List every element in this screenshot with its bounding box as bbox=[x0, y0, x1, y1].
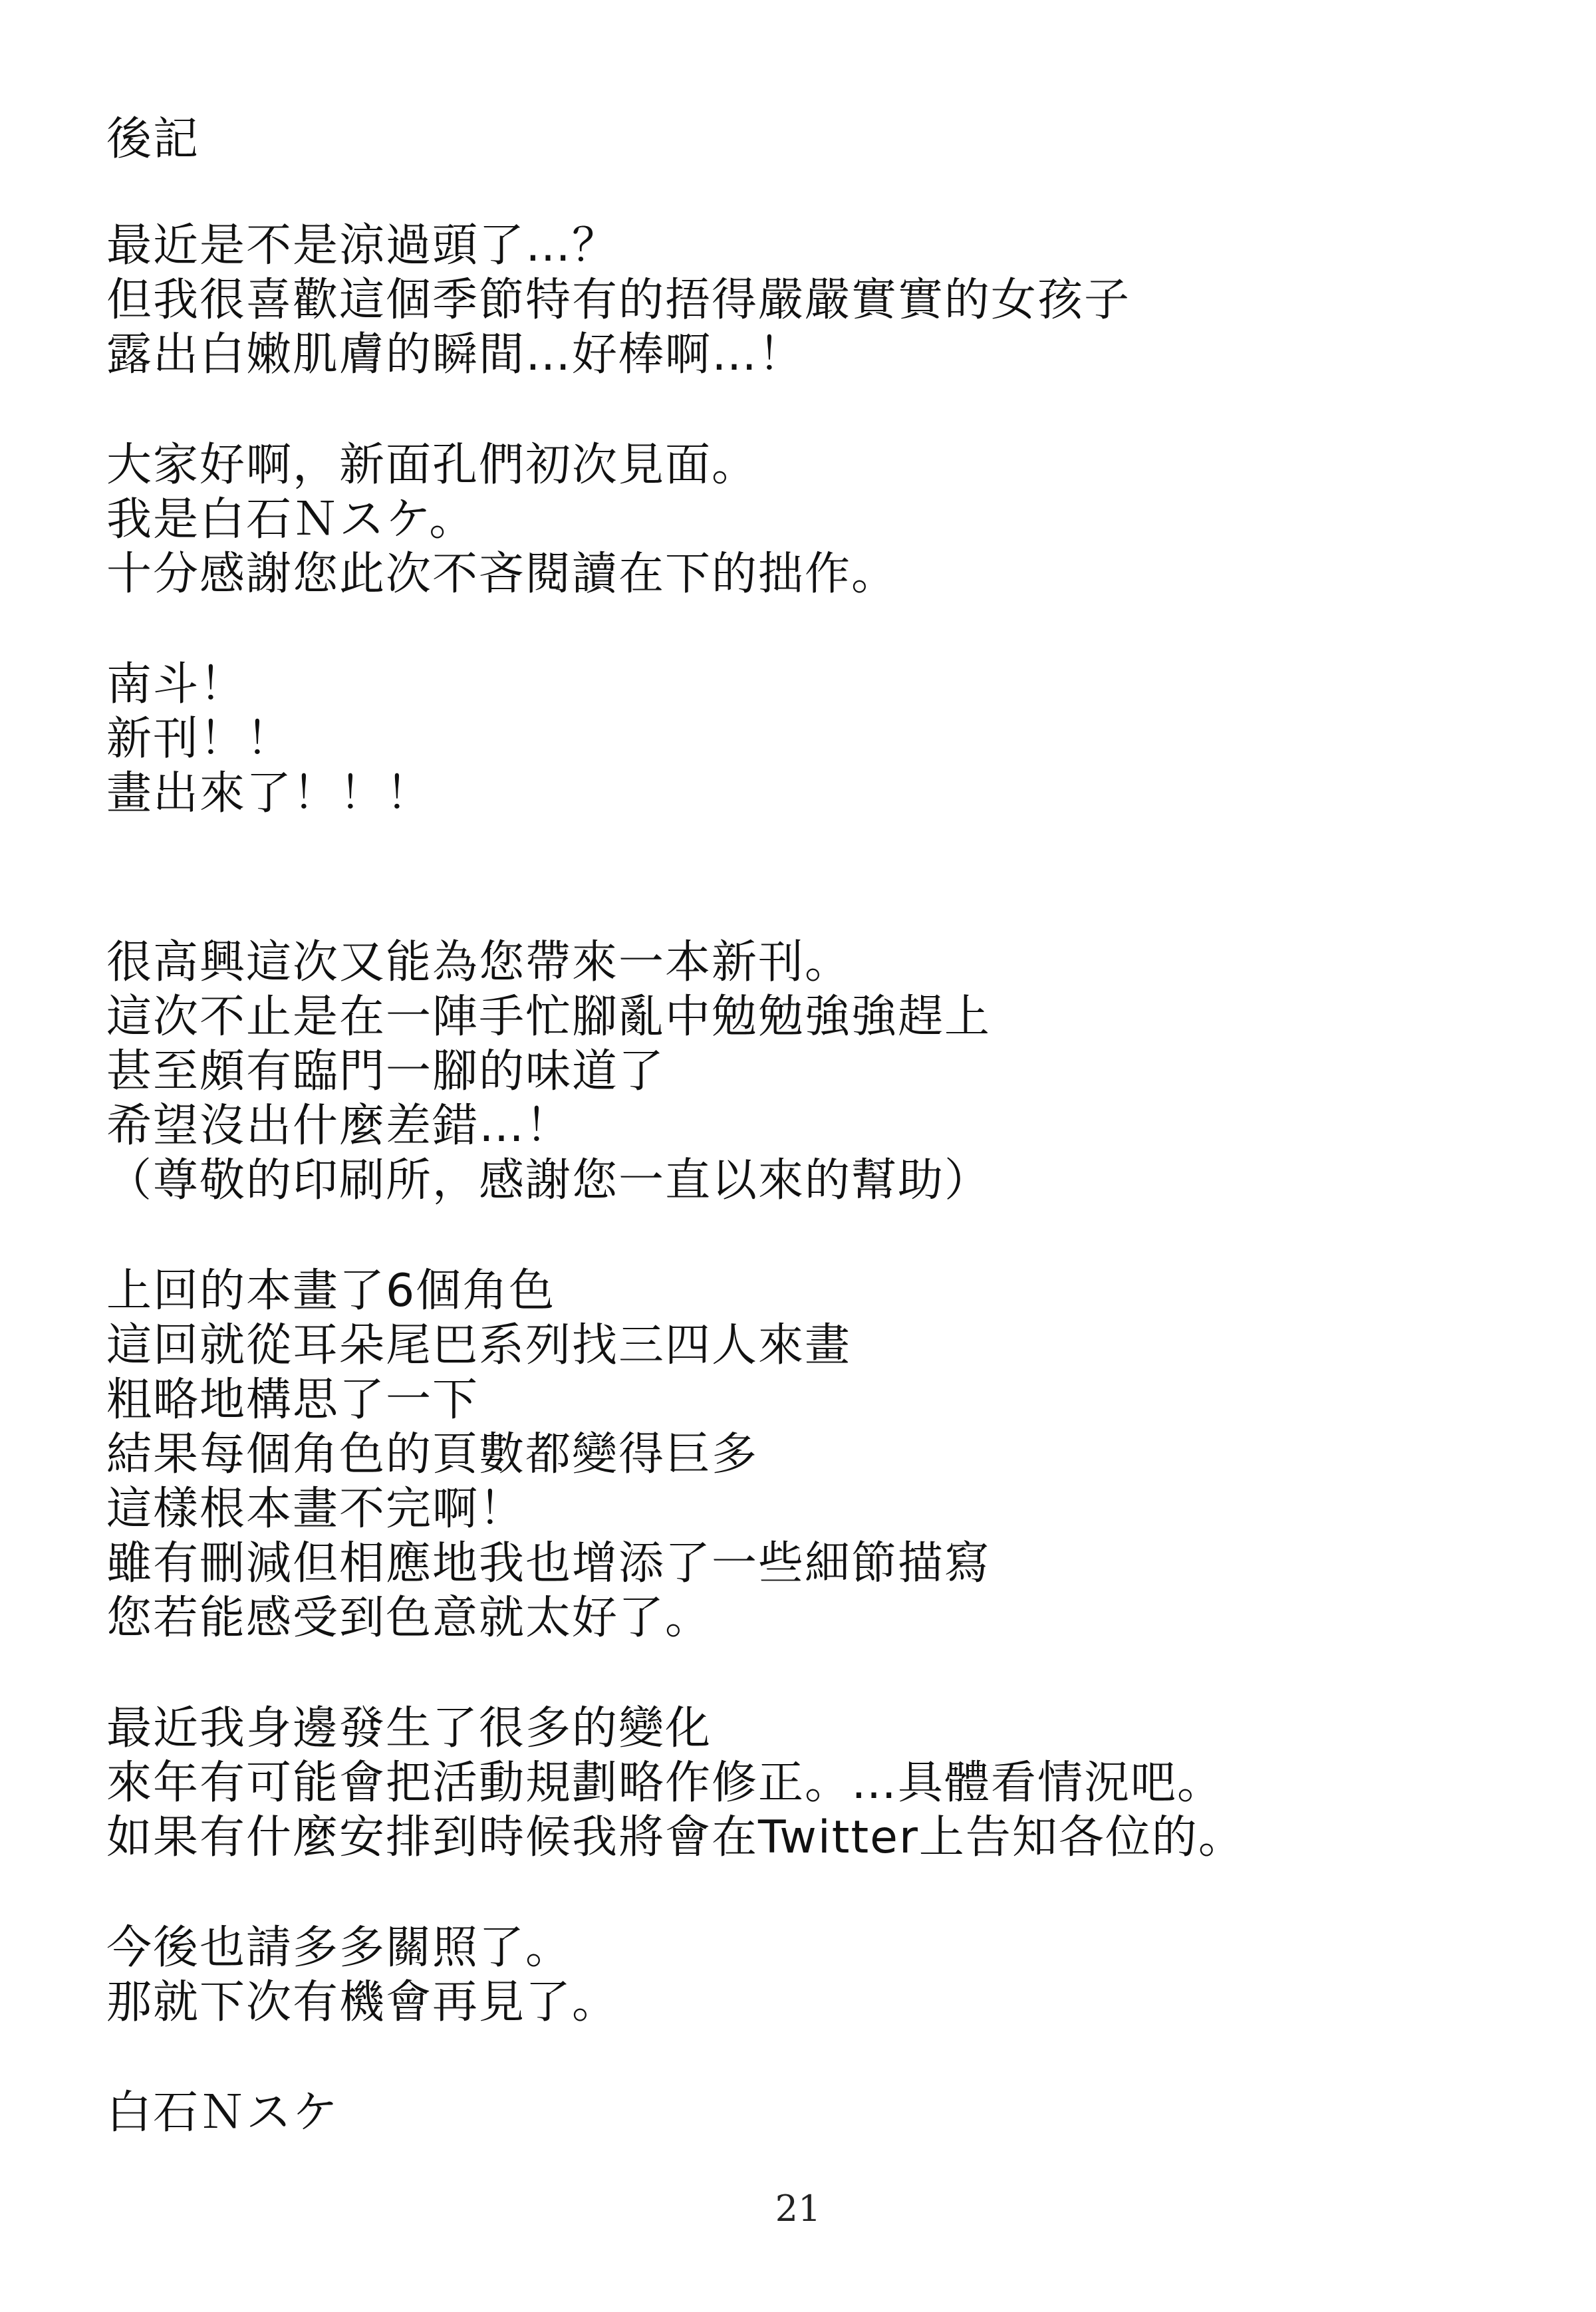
text-line: 甚至頗有臨門一腳的味道了 bbox=[106, 1045, 666, 1098]
text-line: 今後也請多多關照了。 bbox=[106, 1922, 573, 1974]
text-line: 露出白嫩肌膚的瞬間…好棒啊…！ bbox=[106, 328, 805, 381]
text-line: 那就下次有機會再見了。 bbox=[106, 1976, 619, 2029]
text-line: 最近是不是涼過頭了…？ bbox=[106, 219, 619, 272]
text-line: 如果有什麼安排到時候我將會在Twitter上告知各位的。 bbox=[106, 1811, 1245, 1864]
text-line: 雖有刪減但相應地我也增添了一些細節描寫 bbox=[106, 1537, 992, 1590]
text-line: 結果每個角色的頁數都變得巨多 bbox=[106, 1428, 759, 1481]
text-line: 希望沒出什麼差錯…！ bbox=[106, 1100, 573, 1152]
text-line: 最近我身邊發生了很多的變化 bbox=[106, 1702, 712, 1755]
text-line: 這次不止是在一陣手忙腳亂中勉勉強強趕上 bbox=[106, 991, 992, 1043]
text-line: 這回就從耳朵尾巴系列找三四人來畫 bbox=[106, 1319, 852, 1372]
text-line: 上回的本畫了6個角色 bbox=[106, 1265, 556, 1317]
text-line: 您若能感受到色意就太好了。 bbox=[106, 1592, 712, 1644]
text-line: 大家好啊，新面孔們初次見面。 bbox=[106, 439, 759, 491]
text-line: 但我很喜歡這個季節特有的捂得嚴嚴實實的女孩子 bbox=[106, 274, 1131, 326]
text-line: 粗略地構思了一下 bbox=[106, 1374, 479, 1426]
text-line: 這樣根本畫不完啊！ bbox=[106, 1483, 526, 1535]
text-line: （尊敬的印刷所，感謝您一直以來的幫助） bbox=[106, 1154, 992, 1207]
text-line: 南斗！ bbox=[106, 658, 247, 711]
text-line: 來年有可能會把活動規劃略作修正。…具體看情況吧。 bbox=[106, 1757, 1224, 1809]
author-signature: 白石Ｎスケ bbox=[106, 2087, 340, 2139]
text-line: 我是白石Ｎスケ。 bbox=[106, 493, 476, 546]
page-number: 21 bbox=[775, 2188, 821, 2230]
text-line: 新刊！！ bbox=[106, 713, 293, 765]
text-line: 十分感謝您此次不吝閱讀在下的拙作。 bbox=[106, 548, 898, 600]
text-line: 很高興這次又能為您帶來一本新刊。 bbox=[106, 936, 852, 989]
text-line: 畫出來了！！！ bbox=[106, 767, 433, 820]
afterword-heading: 後記 bbox=[106, 113, 200, 166]
